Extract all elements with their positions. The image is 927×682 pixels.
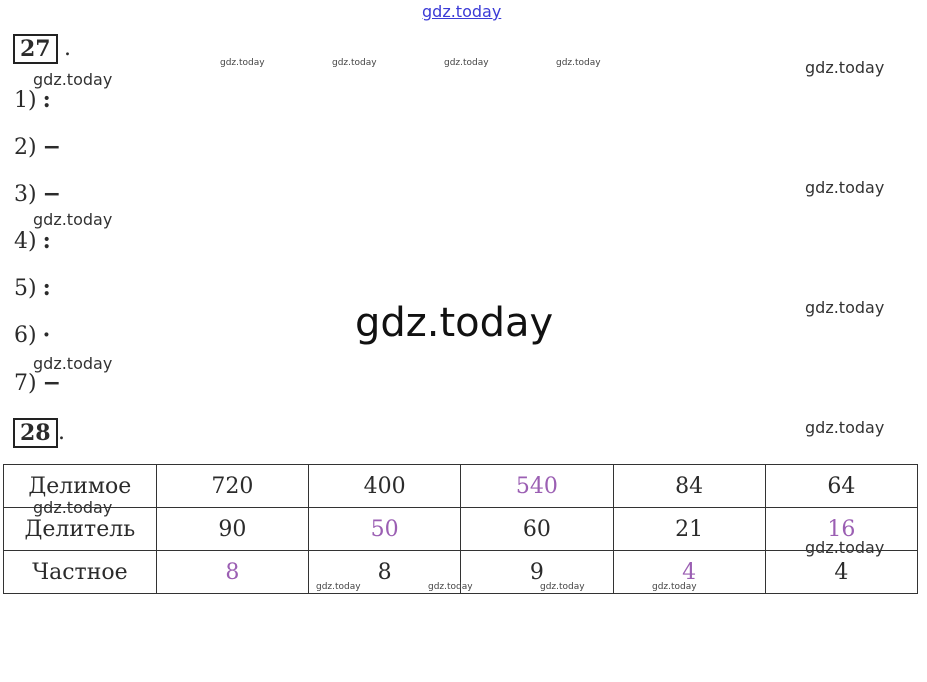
item-number: 1) xyxy=(14,88,37,113)
item-operator: − xyxy=(42,134,62,160)
item-number: 3) xyxy=(14,182,37,207)
watermark-left: gdz.today xyxy=(33,70,113,89)
table-cell: 60 xyxy=(461,508,613,551)
watermark-left: gdz.today xyxy=(33,498,113,517)
watermark-right: gdz.today xyxy=(805,538,885,557)
task-27-item xyxy=(14,181,61,208)
watermark-left: gdz.today xyxy=(33,354,113,373)
table-cell: 9 xyxy=(461,551,613,594)
table-cell: 400 xyxy=(309,465,461,508)
answer-cell: 16 xyxy=(765,508,917,551)
answer-cell: 8 xyxy=(156,551,308,594)
watermark-small: gdz.today xyxy=(444,58,489,68)
item-number: 7) xyxy=(14,371,37,396)
answer-cell: 540 xyxy=(461,465,613,508)
item-operator: · xyxy=(42,322,51,348)
task-27-item xyxy=(14,228,51,255)
task-27-item xyxy=(14,322,50,349)
item-number: 5) xyxy=(14,276,37,301)
task-number-text: 28 xyxy=(20,420,51,446)
item-number: 4) xyxy=(14,229,37,254)
task-27-number xyxy=(13,34,58,64)
watermark-top: gdz.today xyxy=(422,2,502,21)
item-operator: : xyxy=(42,228,51,254)
table-row xyxy=(4,465,918,508)
task-27-item xyxy=(14,275,51,302)
watermark-small: gdz.today xyxy=(332,58,377,68)
table-cell: 4 xyxy=(765,551,917,594)
answer-cell: 50 xyxy=(309,508,461,551)
watermark-right: gdz.today xyxy=(805,418,885,437)
watermark-center: gdz.today xyxy=(355,300,554,346)
watermark-right: gdz.today xyxy=(805,58,885,77)
task-27-dot: . xyxy=(64,36,71,61)
watermark-small: gdz.today xyxy=(220,58,265,68)
row-label: Делитель xyxy=(4,508,157,551)
item-operator: : xyxy=(42,87,51,113)
item-operator: − xyxy=(42,181,62,207)
division-table xyxy=(3,464,918,594)
item-number: 6) xyxy=(14,323,37,348)
watermark-small: gdz.today xyxy=(540,582,585,592)
watermark-right: gdz.today xyxy=(805,178,885,197)
table-cell: 84 xyxy=(613,465,765,508)
item-operator: − xyxy=(42,370,62,396)
watermark-small: gdz.today xyxy=(556,58,601,68)
watermark-right: gdz.today xyxy=(805,298,885,317)
table-cell: 8 xyxy=(309,551,461,594)
item-number: 2) xyxy=(14,135,37,160)
row-label: Делимое xyxy=(4,465,157,508)
watermark-small: gdz.today xyxy=(316,582,361,592)
task-number-text: 27 xyxy=(20,36,51,62)
table-cell: 21 xyxy=(613,508,765,551)
task-27-item xyxy=(14,134,61,161)
task-27-item xyxy=(14,87,51,114)
task-27-item xyxy=(14,370,61,397)
watermark-left: gdz.today xyxy=(33,210,113,229)
watermark-small: gdz.today xyxy=(428,582,473,592)
table-cell: 90 xyxy=(156,508,308,551)
task-28-dot: . xyxy=(58,420,65,445)
item-operator: : xyxy=(42,275,51,301)
table-cell: 64 xyxy=(765,465,917,508)
answer-cell: 4 xyxy=(613,551,765,594)
table-cell: 720 xyxy=(156,465,308,508)
task-28-number xyxy=(13,418,58,448)
table-row xyxy=(4,508,918,551)
row-label: Частное xyxy=(4,551,157,594)
watermark-small: gdz.today xyxy=(652,582,697,592)
